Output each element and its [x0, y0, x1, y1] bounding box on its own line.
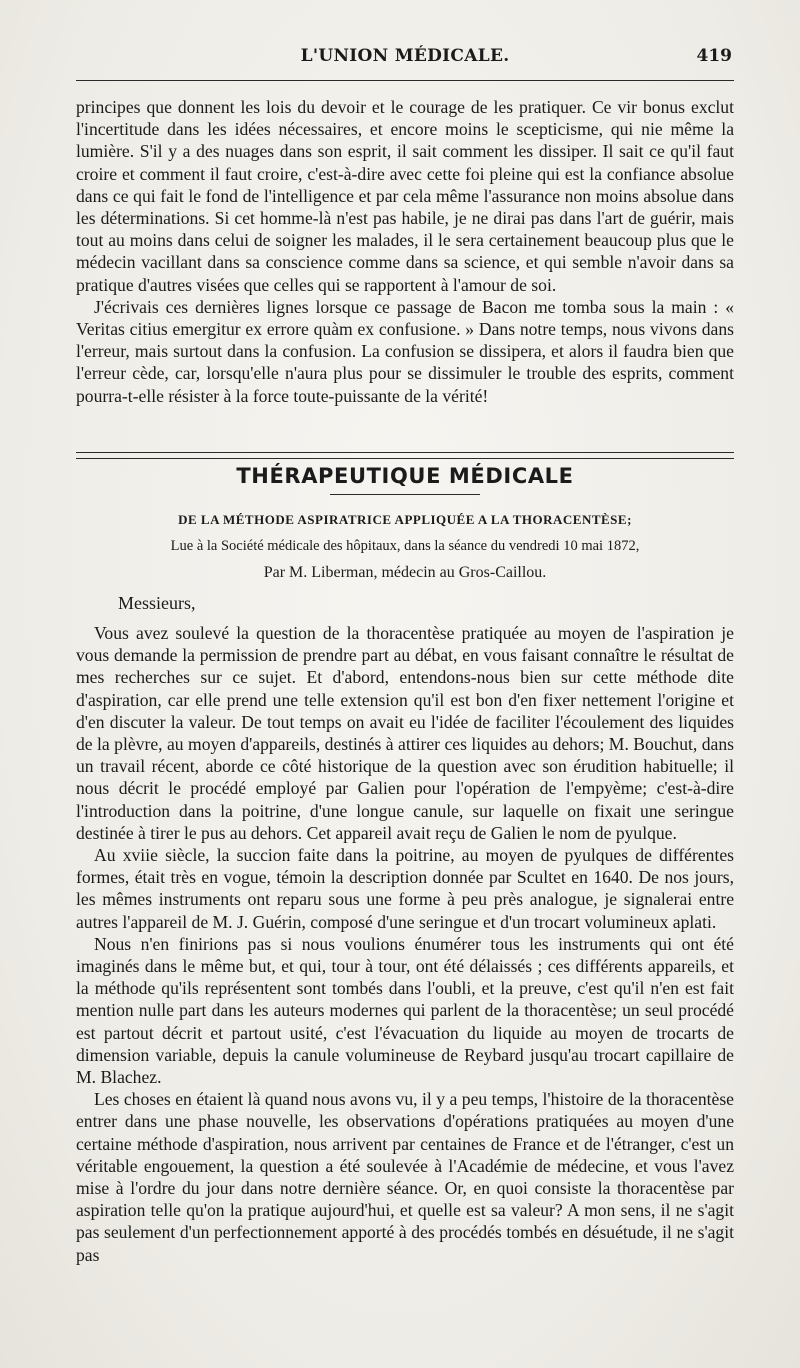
- article-body: [76, 622, 734, 1266]
- article-subtitle: DE LA MÉTHODE ASPIRATRICE APPLIQUÉE A LA THORACENTÈSE;: [178, 512, 632, 527]
- author-line: Par M. Liberman, médecin au Gros-Caillou.: [263, 564, 547, 581]
- article-paragraph: Au xviie siècle, la succion faite dans la poitrine, au moyen de pyulques de différentes formes, était très en vogue, témoin la description donnée par Scultet en 1640. De nos jours, les mêmes instruments ont reparu sous une forme à peu près analogue, je signalerai entre autres l'appareil de M. J. Guérin, composé d'une seringue et d'un trocart volumineux aplati.: [76, 845, 734, 932]
- section-separator: [76, 452, 734, 459]
- salutation: Messieurs,: [118, 593, 196, 613]
- presentation-note: Lue à la Société médicale des hôpitaux, dans la séance du vendredi 10 mai 1872,: [170, 538, 640, 554]
- section-title: THÉRAPEUTIQUE MÉDICALE: [236, 464, 574, 488]
- intro-paragraph: J'écrivais ces dernières lignes lorsque ce passage de Bacon me tomba sous la main : « Veritas citius emergitur ex errore quàm ex confusione. » Dans notre temps, nous vivons dans l'erreur, mais surtout dans la confusion. La confusion se dissipera, et alors il faudra bien que l'erreur cède, car, lorsqu'elle n'aura plus pour se dissimuler le trouble des esprits, comment pourra-t-elle résister à la force toute-puissante de la vérité!: [76, 296, 734, 406]
- intro-paragraph: principes que donnent les lois du devoir et le courage de les pratiquer. Ce vir bonus exclut l'incertitude dans les idées nécessaires, et encore moins le scepticisme, qui nie même la lumière. S'il y a des nuages dans son esprit, il sait comment les dissiper. Il sait ce qu'il faut croire et comment il faut croire, c'est-à-dire avec cette foi pleine qui est la confiance absolue dans ce qui fait le fond de l'intelligence et par cela même l'assurance non moins absolue dans les déterminations. Si cet homme-là n'est pas habile, je ne dirai pas dans l'art de guérir, mais tout au moins dans celui de soigner les malades, il le sera certainement beaucoup plus que le médecin vacillant dans sa conscience comme dans sa science, et qui semble n'avoir dans sa pratique d'autres visées que celles qui se rapportent à l'amour de soi.: [76, 97, 734, 295]
- title-rule: [330, 494, 480, 495]
- running-title: L'UNION MÉDICALE.: [300, 46, 510, 66]
- page-number: 419: [696, 46, 732, 66]
- header-rule: [76, 80, 734, 81]
- article-paragraph: Vous avez soulevé la question de la thoracentèse pratiquée au moyen de l'aspiration je vous demande la permission de prendre part au débat, en vous faisant connaître le résultat de mes recherches sur ce sujet. Et d'abord, entendons-nous bien sur cette méthode dite d'aspiration, car elle prend une telle extension qu'il est bon d'en fixer nettement l'origine et d'en discuter la valeur. De tout temps on avait eu l'idée de faciliter l'écoulement des liquides de la plèvre, au moyen d'appareils, destinés à attirer ces liquides au dehors; M. Bouchut, dans un travail récent, aborde ce côté historique de la question avec son érudition habituelle; il nous décrit le procédé employé par Galien pour l'opération de l'empyème; c'est-à-dire l'introduction dans la poitrine, d'une longue canule, sur laquelle on fixait une seringue destinée à tirer le pus au dehors. Cet appareil avait reçu de Galien le nom de pyulque.: [76, 623, 734, 843]
- article-paragraph: Nous n'en finirions pas si nous voulions énumérer tous les instruments qui ont été imaginés dans le même but, et qui, tour à tour, ont été délaissés ; ces différents appareils, et la méthode qu'ils représentent sont tombés dans l'oubli, et la preuve, c'est qu'il n'en est fait mention nulle part dans les auteurs modernes qui parlent de la thoracentèse; un seul procédé est partout décrit et partout usité, c'est l'évacuation du liquide au moyen de trocarts de dimension variable, depuis la canule volumineuse de Reybard jusqu'au trocart capillaire de M. Blachez.: [76, 933, 734, 1088]
- intro-text: [76, 96, 734, 407]
- article-paragraph: Les choses en étaient là quand nous avons vu, il y a peu temps, l'histoire de la thoracentèse entrer dans une phase nouvelle, les observations d'opérations pratiquées au moyen d'une certaine méthode d'aspiration, nous arrivent par centaines de France et de l'étranger, c'est un véritable engouement, la question a été soulevée à l'Académie de médecine, et vous l'avez mise à l'ordre du jour dans notre dernière séance. Or, en quoi consiste la thoracentèse par aspiration telle qu'on la pratique aujourd'hui, et quelle est sa valeur? A mon sens, il ne s'agit pas seulement d'un perfectionnement apporté à des procédés tombés en désuétude, il ne s'agit pas: [76, 1089, 734, 1265]
- page-header: [76, 46, 734, 76]
